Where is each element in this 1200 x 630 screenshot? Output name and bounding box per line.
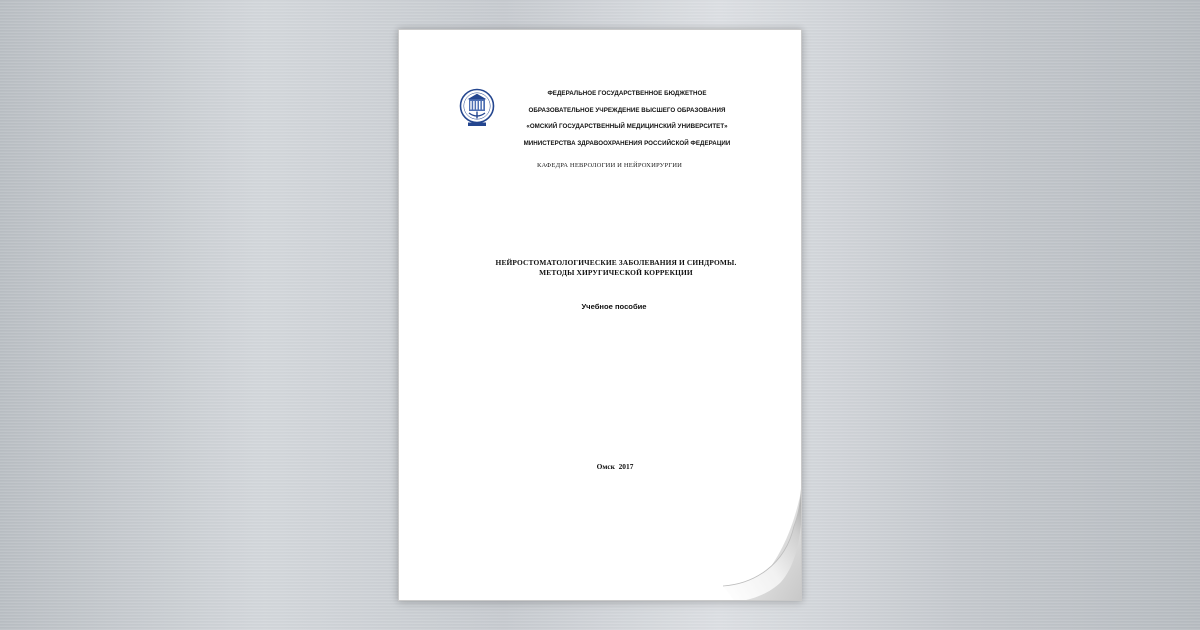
institution-header: [507, 86, 747, 152]
title-line: МЕТОДЫ ХИРУГИЧЕСКОЙ КОРРЕКЦИИ: [539, 267, 693, 277]
department-name: КАФЕДРА НЕВРОЛОГИИ И НЕЙРОХИРУРГИИ: [537, 162, 683, 169]
document-page: [398, 29, 802, 601]
document-subtitle: Учебное пособие: [581, 302, 647, 311]
university-emblem-icon: [458, 86, 496, 128]
header-line: ОБРАЗОВАТЕЛЬНОЕ УЧРЕЖДЕНИЕ ВЫСШЕГО ОБРАЗОВАНИЯ: [528, 106, 726, 114]
header-line: ФЕДЕРАЛЬНОЕ ГОСУДАРСТВЕННОЕ БЮДЖЕТНОЕ: [547, 90, 707, 97]
city-year: Омск 2017: [596, 462, 634, 471]
header-line: МИНИСТЕРСТВА ЗДРАВООХРАНЕНИЯ РОССИЙСКОЙ ФЕДЕРАЦИИ: [523, 139, 731, 147]
title-line: НЕЙРОСТОМАТОЛОГИЧЕСКИЕ ЗАБОЛЕВАНИЯ И СИНДРОМЫ.: [495, 258, 737, 267]
page-curl-icon: [723, 480, 802, 601]
document-title: [439, 258, 793, 277]
header-line: «ОМСКИЙ ГОСУДАРСТВЕННЫЙ МЕДИЦИНСКИЙ УНИВЕРСИТЕТ»: [526, 123, 728, 131]
